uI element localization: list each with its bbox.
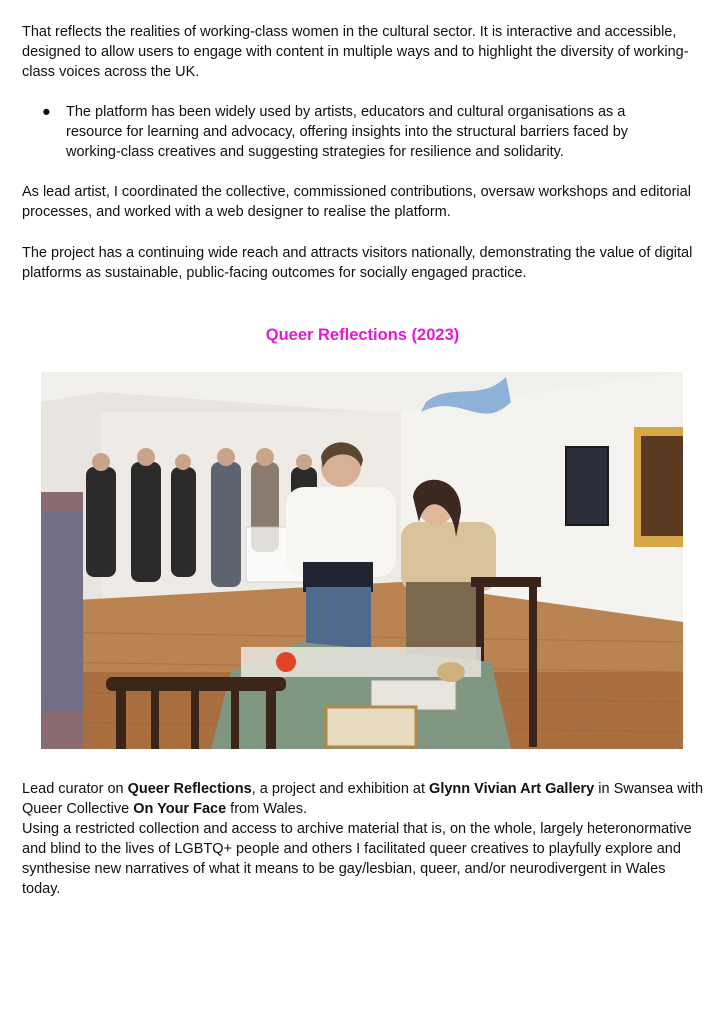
intro-paragraph-3: The project has a continuing wide reach and attracts visitors nationally, demonstrating the value of digital platforms as sustainable, public-facing outcomes for socially engaged practice. xyxy=(22,245,693,281)
description-text: from Wales. xyxy=(226,801,307,817)
intro-paragraph-2: As lead artist, I coordinated the collective, commissioned contributions, oversaw workshops and editorial processes, and worked with a web designer to realise the platform. xyxy=(22,184,691,220)
description-paragraph-1 xyxy=(22,779,707,819)
description-paragraph-2: Using a restricted collection and access to archive material that is, on the whole, largely heteronormative and blind to the lives of LGBTQ+ people and others I facilitated queer creatives to playfully explore and synthesise new narratives of what it means to be gay/lesbian, queer, and/or neurodivergent in Wales today. xyxy=(22,821,692,897)
project-name: Queer Reflections xyxy=(127,781,252,797)
gallery-name: Glynn Vivian Art Gallery xyxy=(429,781,595,797)
collective-name: On Your Face xyxy=(133,801,227,817)
description-text: in Swansea with Queer Collective xyxy=(22,781,704,817)
exhibition-photo xyxy=(41,372,683,749)
bullet-dot-icon: ● xyxy=(42,104,51,120)
bullet-item: The platform has been widely used by artists, educators and cultural organisations as a resource for learning and advocacy, offering insights into the structural barriers faced by working-class creatives and suggesting strategies for resilience and solidarity. xyxy=(66,104,629,160)
description-text: Lead curator on xyxy=(22,781,128,797)
bullet-list xyxy=(22,102,707,162)
description-text: , a project and exhibition at xyxy=(251,781,430,797)
section-heading: Queer Reflections (2023) xyxy=(265,326,460,344)
intro-paragraph-1: That reflects the realities of working-class women in the cultural sector. It is interactive and accessible, designed to allow users to engage with content in multiple ways and to highlight the diversity of working-class voices across the UK. xyxy=(22,24,689,80)
